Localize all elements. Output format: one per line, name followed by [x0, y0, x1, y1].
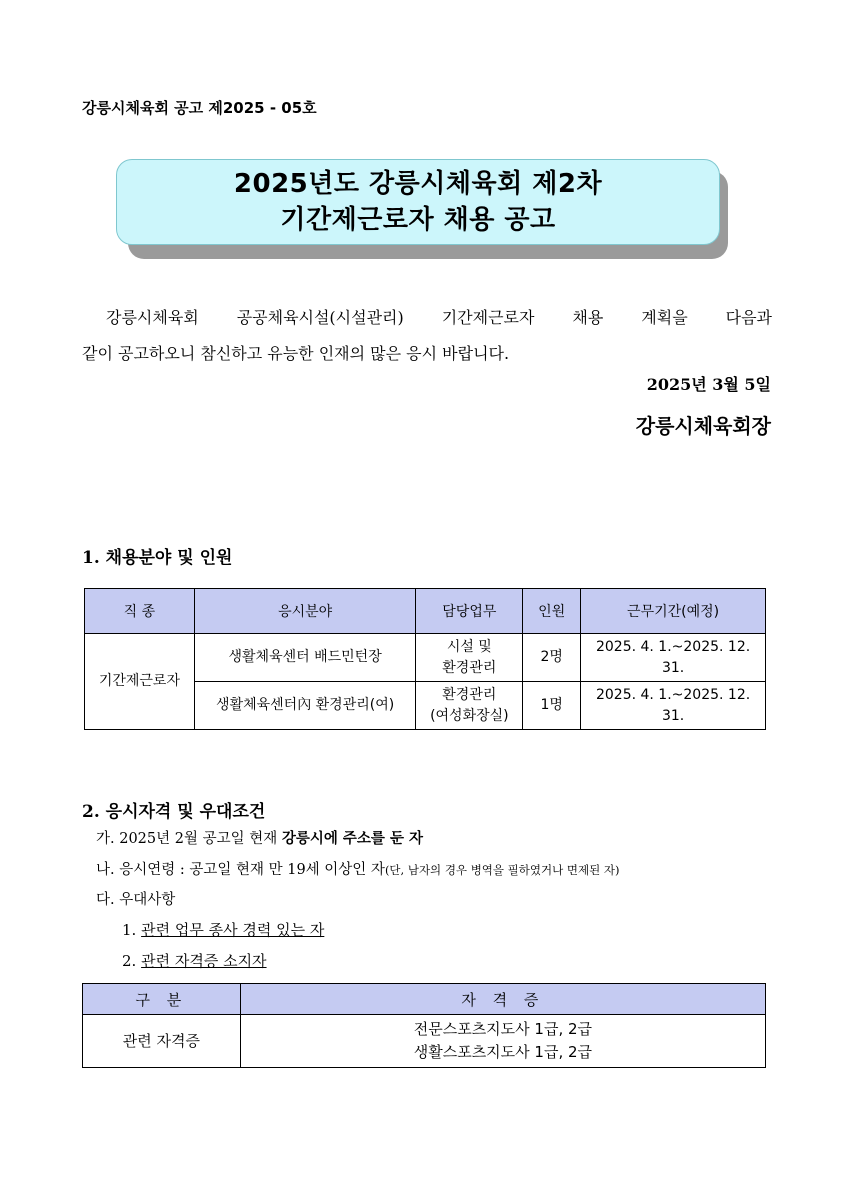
title-line-2: 기간제근로자 채용 공고	[280, 205, 556, 235]
header-category: 구 분	[83, 984, 241, 1015]
section-2-heading: 2. 응시자격 및 우대조건	[82, 802, 266, 822]
header-count: 인원	[523, 589, 581, 634]
preference-item-1: 1. 관련 업무 종사 경력 있는 자	[122, 921, 325, 939]
category-cell: 관련 자격증	[83, 1015, 241, 1068]
notice-number: 강릉시체육회 공고 제2025 - 05호	[82, 99, 317, 117]
duty-cell: 환경관리 (여성화장실)	[416, 682, 523, 730]
intro-paragraph	[82, 300, 772, 372]
header-field: 응시분야	[194, 589, 416, 634]
qualification-item-da: 다. 우대사항	[96, 892, 176, 908]
qualification-item-na: 나. 응시연령 : 공고일 현재 만 19세 이상인 자(단, 남자의 경우 병역을 필하였거나 면제된 자)	[96, 862, 620, 878]
table-row	[85, 634, 766, 682]
duty-cell: 시설 및 환경관리	[416, 634, 523, 682]
period-cell: 2025. 4. 1.~2025. 12. 31.	[581, 634, 766, 682]
table-row	[83, 1015, 766, 1068]
recruitment-table	[84, 588, 766, 730]
count-cell: 2명	[523, 634, 581, 682]
table-header-row	[83, 984, 766, 1015]
field-cell: 생활체육센터 배드민턴장	[194, 634, 416, 682]
header-period: 근무기간(예정)	[581, 589, 766, 634]
count-cell: 1명	[523, 682, 581, 730]
header-duty: 담당업무	[416, 589, 523, 634]
qualification-item-ga: 가. 2025년 2월 공고일 현재 강릉시에 주소를 둔 자	[96, 831, 424, 847]
certificate-table	[82, 983, 766, 1068]
field-cell: 생활체육센터內 환경관리(여)	[194, 682, 416, 730]
notice-date: 2025년 3월 5일	[646, 375, 771, 394]
preference-item-2: 2. 관련 자격증 소지자	[122, 952, 267, 970]
header-certificate: 자 격 증	[240, 984, 765, 1015]
job-type-cell: 기간제근로자	[85, 634, 195, 730]
signer: 강릉시체육회장	[635, 414, 771, 438]
title-line-1: 2025년도 강릉시체육회 제2차	[233, 169, 603, 199]
intro-line-1: 강릉시체육회 공공체육시설(시설관리) 기간제근로자 채용 계획을 다음과	[106, 308, 772, 327]
section-1-heading: 1. 채용분야 및 인원	[82, 548, 233, 568]
table-header-row	[85, 589, 766, 634]
title-box	[116, 159, 720, 245]
intro-line-2: 같이 공고하오니 참신하고 유능한 인재의 많은 응시 바랍니다.	[82, 344, 510, 363]
header-job-type: 직 종	[85, 589, 195, 634]
certificate-cell: 전문스포츠지도사 1급, 2급 생활스포츠지도사 1급, 2급	[240, 1015, 765, 1068]
period-cell: 2025. 4. 1.~2025. 12. 31.	[581, 682, 766, 730]
